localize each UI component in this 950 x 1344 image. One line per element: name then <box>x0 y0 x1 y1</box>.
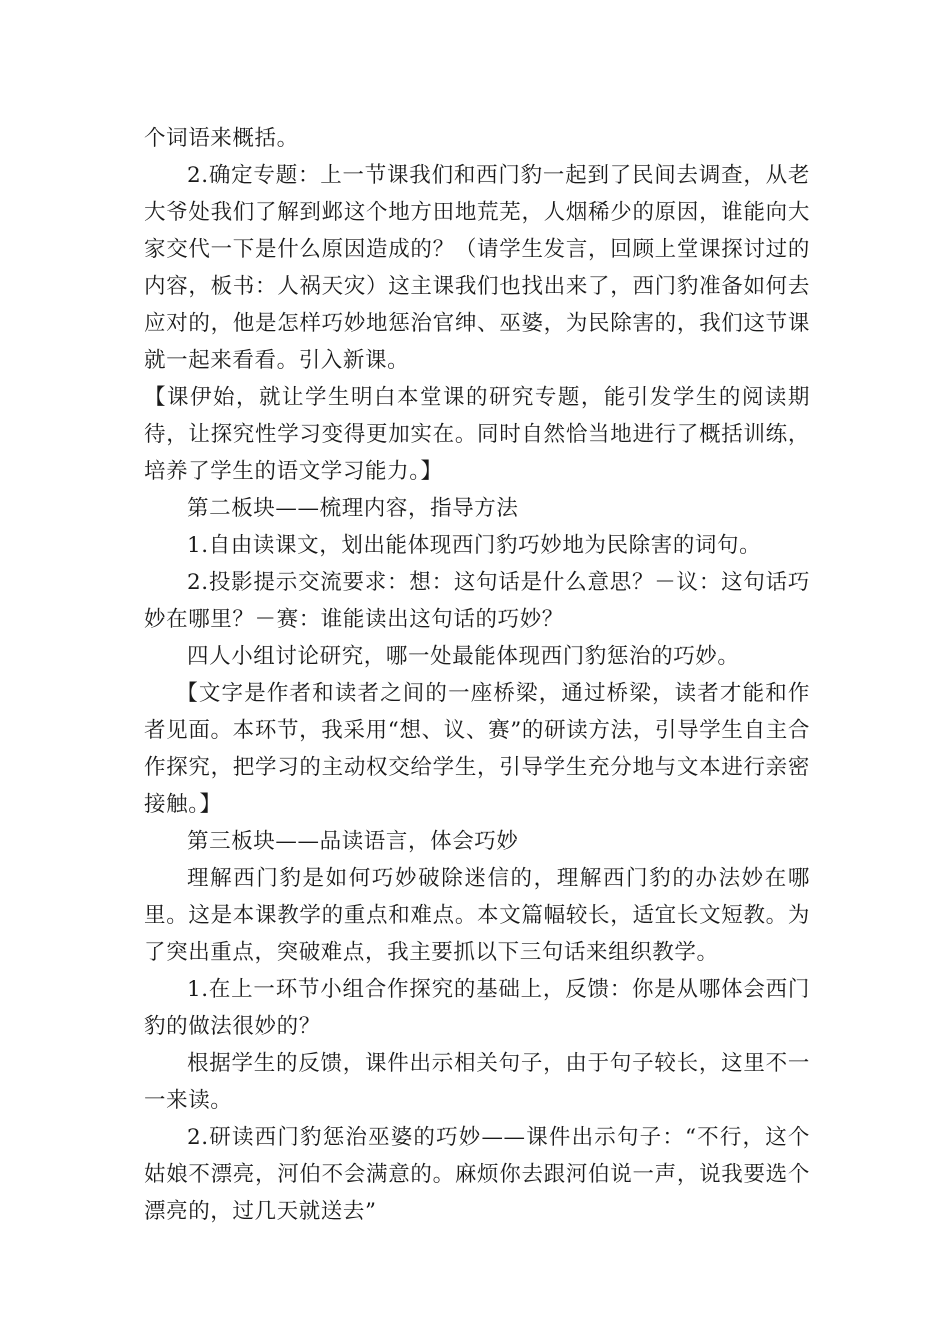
paragraph-student-feedback: 根据学生的反馈，课件出示相关句子，由于句子较长，这里不一一来读。 <box>144 1051 810 1113</box>
paragraph-comment-2: 【文字是作者和读者之间的一座桥梁，通过桥梁，读者才能和作者见面。本环节，我采用“想、议、赛”的研读方法，引导学生自主合作探究，把学习的主动权交给学生，引导学生充分地与文本进行亲密接触。】 <box>144 681 810 817</box>
paragraph-step-1: 1.自由读课文，划出能体现西门豹巧妙地为民除害的词句。 <box>187 533 762 558</box>
paragraph-feedback-step-1: 1.在上一环节小组合作探究的基础上，反馈：你是从哪体会西门豹的做法很妙的？ <box>144 977 810 1039</box>
paragraph-step-2: 2.投影提示交流要求：想：这句话是什么意思？－议：这句话巧妙在哪里？－赛：谁能读出这句话的巧妙？ <box>144 570 810 632</box>
paragraph-continuation: 个词语来概括。 <box>144 126 299 151</box>
paragraph-comment-1: 【课伊始，就让学生明白本堂课的研究专题，能引发学生的阅读期待，让探究性学习变得更加实在。同时自然恰当地进行了概括训练，培养了学生的语文学习能力。】 <box>144 385 810 484</box>
paragraph-study-step-2: 2.研读西门豹惩治巫婆的巧妙——课件出示句子：“不行，这个姑娘不漂亮，河伯不会满意的。麻烦你去跟河伯说一声，说我要选个漂亮的，过几天就送去” <box>144 1125 810 1224</box>
paragraph-understanding: 理解西门豹是如何巧妙破除迷信的，理解西门豹的办法妙在哪里。这是本课教学的重点和难点。本文篇幅较长，适宜长文短教。为了突出重点，突破难点，我主要抓以下三句话来组织教学。 <box>144 866 810 965</box>
section-heading-3: 第三板块——品读语言，体会巧妙 <box>187 829 519 854</box>
document-body <box>144 120 810 1230</box>
paragraph-confirm-topic: 2.确定专题：上一节课我们和西门豹一起到了民间去调查，从老大爷处我们了解到邺这个地方田地荒芜，人烟稀少的原因，谁能向大家交代一下是什么原因造成的？（请学生发言，回顾上堂课探讨过的内容，板书：人祸天灾）这主课我们也找出来了，西门豹准备如何去应对的，他是怎样巧妙地惩治官绅、巫婆，为民除害的，我们这节课就一起来看看。引入新课。 <box>144 163 810 373</box>
section-heading-2: 第二板块——梳理内容，指导方法 <box>187 496 519 521</box>
paragraph-group-discussion: 四人小组讨论研究，哪一处最能体现西门豹惩治的巧妙。 <box>187 644 740 669</box>
